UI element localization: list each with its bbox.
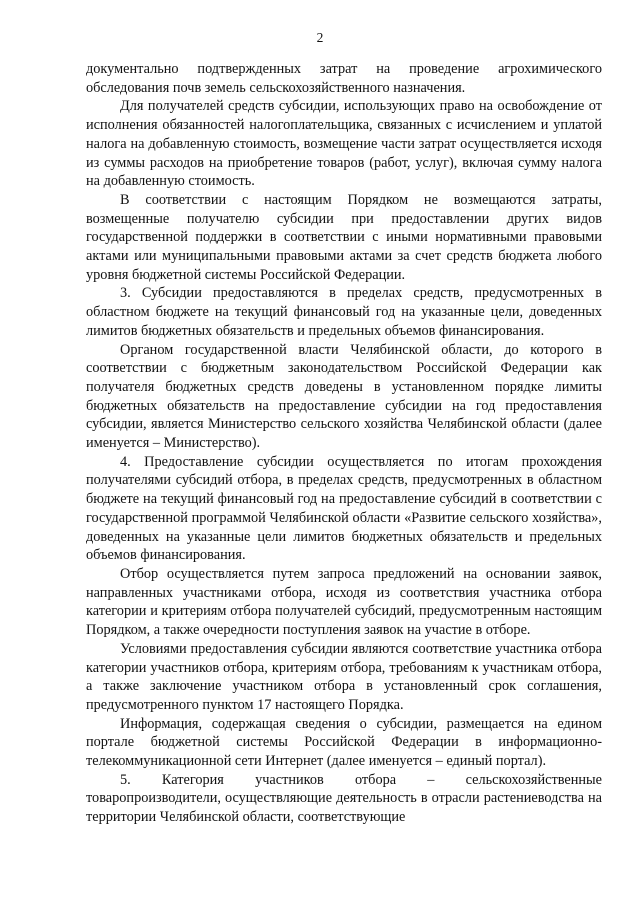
paragraph-information: Информация, содержащая сведения о субсидии, размещается на едином портале бюджетной системы Российской Федерации в информационно-телекоммуникационной сети Интернет (далее именуется – единый портал). — [86, 715, 602, 770]
paragraph-item-5: 5. Категория участников отбора – сельскохозяйственные товаропроизводители, осуществляющие деятельность в отрасли растениеводства на территории Челябинской области, соответствующие — [86, 771, 602, 826]
paragraph-item-4: 4. Предоставление субсидии осуществляется по итогам прохождения получателями субсидий отбора, в пределах средств, предусмотренных в областном бюджете на текущий финансовый год на предоставление субсидий в соответствии с государственной программой Челябинской области «Развитие сельского хозяйства», доведенных на указанные цели лимитов бюджетных обязательств и предельных объемов финансирования. — [86, 453, 602, 564]
paragraph-selection: Отбор осуществляется путем запроса предложений на основании заявок, направленных участниками отбора, исходя из соответствия участника отбора категории и критериям отбора получателей субсидий, предусмотренным настоящим Порядком, а также очередности поступления заявок на участие в отборе. — [86, 565, 602, 639]
paragraph-conditions: Условиями предоставления субсидии являются соответствие участника отбора категории участников отбора, критериям отбора, требованиям к участникам отбора, а также заключение участником отбора в установленный срок соглашения, предусмотренного пунктом 17 настоящего Порядка. — [86, 640, 602, 713]
document-body — [86, 60, 602, 827]
page-number: 2 — [316, 30, 324, 45]
paragraph-vat-exemption: Для получателей средств субсидии, использующих право на освобождение от исполнения обязанностей налогоплательщика, связанных с исчислением и уплатой налога на добавленную стоимость, возмещение части затрат осуществляется исходя из суммы расходов на приобретение товаров (работ, услуг), включая сумму налога на добавленную стоимость. — [86, 98, 602, 190]
paragraph-continuation: документально подтвержденных затрат на проведение агрохимического обследования почв земель сельскохозяйственного назначения. — [86, 61, 602, 96]
paragraph-state-authority: Органом государственной власти Челябинской области, до которого в соответствии с бюджетным законодательством Российской Федерации как получателя бюджетных средств доведены в установленном порядке лимиты бюджетных обязательств на предоставление субсидии на год предоставления субсидии, является Министерство сельского хозяйства Челябинской области (далее именуется – Министерство). — [86, 341, 602, 452]
paragraph-not-reimbursed: В соответствии с настоящим Порядком не возмещаются затраты, возмещенные получателю субсидии при предоставлении других видов государственной поддержки в соответствии с иными нормативными правовыми актами или муниципальными правовыми актами за счет средств бюджета любого уровня бюджетной системы Российской Федерации. — [86, 191, 602, 283]
paragraph-item-3: 3. Субсидии предоставляются в пределах средств, предусмотренных в областном бюджете на текущий финансовый год на указанные цели, доведенных лимитов бюджетных обязательств и предельных объемов финансирования. — [86, 285, 602, 339]
